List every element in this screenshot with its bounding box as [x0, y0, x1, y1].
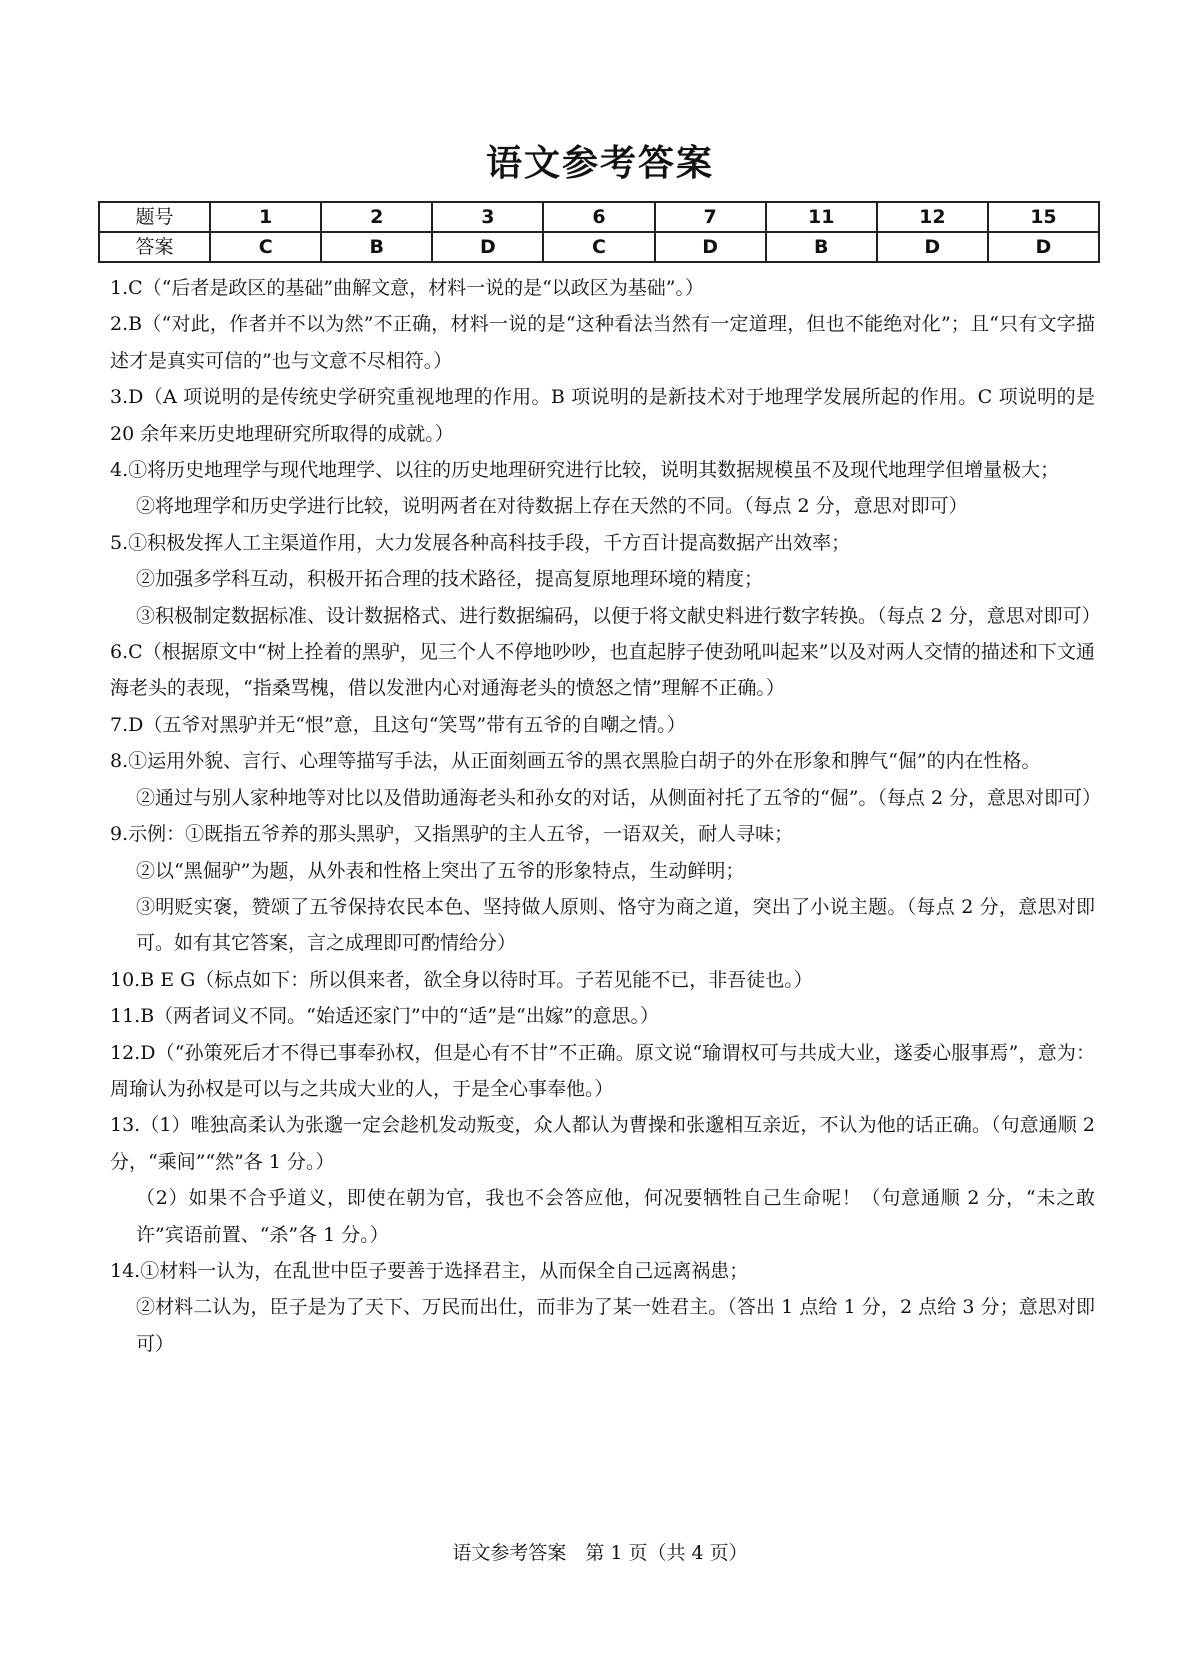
- table-row-numbers: [99, 202, 1099, 232]
- answer-paragraph: 9.示例：①既指五爷养的那头黑驴，又指黑驴的主人五爷，一语双关，耐人寻味；: [110, 823, 794, 846]
- table-cell-answer: D: [655, 232, 766, 262]
- table-cell-answer: C: [543, 232, 654, 262]
- table-cell-answer: C: [210, 232, 321, 262]
- table-cell-number: 7: [655, 202, 766, 232]
- table-row-header: 答案: [99, 232, 210, 262]
- answer-paragraph: ②加强多学科互动，积极开拓合理的技术路径，提高复原地理环境的精度；: [136, 568, 764, 591]
- table-row-answers: [99, 232, 1099, 262]
- answer-paragraph: 1.C（“后者是政区的基础”曲解文意，材料一说的是“以政区为基础”。）: [110, 277, 705, 299]
- table-cell-answer: B: [321, 232, 432, 262]
- answer-paragraph: ③积极制定数据标准、设计数据格式、进行数据编码，以便于将文献史料进行数字转换。（每点 2 分，意思对即可）: [136, 604, 1101, 627]
- answer-paragraph: 13.（1）唯独高柔认为张邈一定会趁机发动叛变，众人都认为曹操和张邈相互亲近，不认为他的话正确。（句意通顺 2 分，“乘间”“然”各 1 分。）: [110, 1114, 1095, 1173]
- page-footer: 语文参考答案 第 1 页（共 4 页）: [452, 1542, 748, 1564]
- table-cell-answer: B: [766, 232, 877, 262]
- answer-paragraph: 6.C（根据原文中“树上拴着的黑驴，见三个人不停地吵吵，也直起脖子使劲吼叫起来”以及对两人交情的描述和下文通海老头的表现，“指桑骂槐，借以发泄内心对通海老头的愤怒之情”理解不正确。）: [110, 641, 1095, 700]
- table-cell-answer: D: [988, 232, 1099, 262]
- table-cell-number: 2: [321, 202, 432, 232]
- answer-paragraph: ②材料二认为，臣子是为了天下、万民而出仕，而非为了某一姓君主。（答出 1 点给 1 分，2 点给 3 分；意思对即可）: [136, 1296, 1095, 1355]
- table-cell-number: 12: [877, 202, 988, 232]
- table-cell-answer: D: [432, 232, 543, 262]
- answer-paragraph: 14.①材料一认为，在乱世中臣子要善于选择君主，从而保全自己远离祸患；: [110, 1259, 749, 1282]
- answer-paragraph: ②将地理学和历史学进行比较，说明两者在对待数据上存在天然的不同。（每点 2 分，意思对即可）: [136, 495, 968, 518]
- answer-paragraph: ②通过与别人家种地等对比以及借助通海老头和孙女的对话，从侧面衬托了五爷的“倔”。（每点 2 分，意思对即可）: [136, 786, 1102, 809]
- answer-paragraph: 5.①积极发挥人工主渠道作用，大力发展各种高科技手段，千方百计提高数据产出效率；: [110, 531, 851, 554]
- table-cell-answer: D: [877, 232, 988, 262]
- answer-paragraph: 8.①运用外貌、言行、心理等描写手法，从正面刻画五爷的黑衣黑脸白胡子的外在形象和脾气“倔”的内在性格。: [110, 750, 1041, 773]
- table-cell-number: 3: [432, 202, 543, 232]
- answer-paragraph: （2）如果不合乎道义，即使在朝为官，我也不会答应他，何况要牺牲自己生命呢！（句意通顺 2 分，“未之敢许”宾语前置、“杀”各 1 分。）: [136, 1187, 1095, 1246]
- answer-paragraph: 3.D（A 项说明的是传统史学研究重视地理的作用。B 项说明的是新技术对于地理学发展所起的作用。C 项说明的是 20 余年来历史地理研究所取得的成就。）: [110, 386, 1095, 445]
- table-cell-number: 11: [766, 202, 877, 232]
- answer-paragraph: 12.D（“孙策死后才不得已事奉孙权，但是心有不甘”不正确。原文说“瑜谓权可与共成大业，遂委心服事焉”，意为：周瑜认为孙权是可以与之共成大业的人，于是全心事奉他。）: [110, 1041, 1095, 1100]
- table-row-header: 题号: [99, 202, 210, 232]
- answer-table: [98, 201, 1100, 263]
- answer-paragraph: 4.①将历史地理学与现代地理学、以往的历史地理研究进行比较，说明其数据规模虽不及现代地理学但增量极大；: [110, 459, 1060, 482]
- answer-paragraph: 10.B E G（标点如下：所以俱来者，欲全身以待时耳。子若见能不已，非吾徒也。）: [110, 968, 813, 991]
- answer-explanations: [110, 270, 1102, 1362]
- table-cell-number: 15: [988, 202, 1099, 232]
- page-title: 语文参考答案: [485, 142, 714, 184]
- answer-paragraph: 11.B（两者词义不同。“始适还家门”中的“适”是“出嫁”的意思。）: [110, 1005, 659, 1028]
- table-cell-number: 1: [210, 202, 321, 232]
- answer-paragraph: 7.D（五爷对黑驴并无“恨”意，且这句“笑骂”带有五爷的自嘲之情。）: [110, 713, 686, 736]
- answer-paragraph: ③明贬实褒，赞颂了五爷保持农民本色、坚持做人原则、恪守为商之道，突出了小说主题。（每点 2 分，意思对即可。如有其它答案，言之成理即可酌情给分）: [136, 895, 1095, 955]
- answer-paragraph: 2.B（“对此，作者并不以为然”不正确，材料一说的是“这种看法当然有一定道理，但也不能绝对化”；且“只有文字描述才是真实可信的”也与文意不尽相符。）: [110, 313, 1095, 372]
- answer-paragraph: ②以“黑倔驴”为题，从外表和性格上突出了五爷的形象特点，生动鲜明；: [136, 859, 745, 882]
- table-cell-number: 6: [543, 202, 654, 232]
